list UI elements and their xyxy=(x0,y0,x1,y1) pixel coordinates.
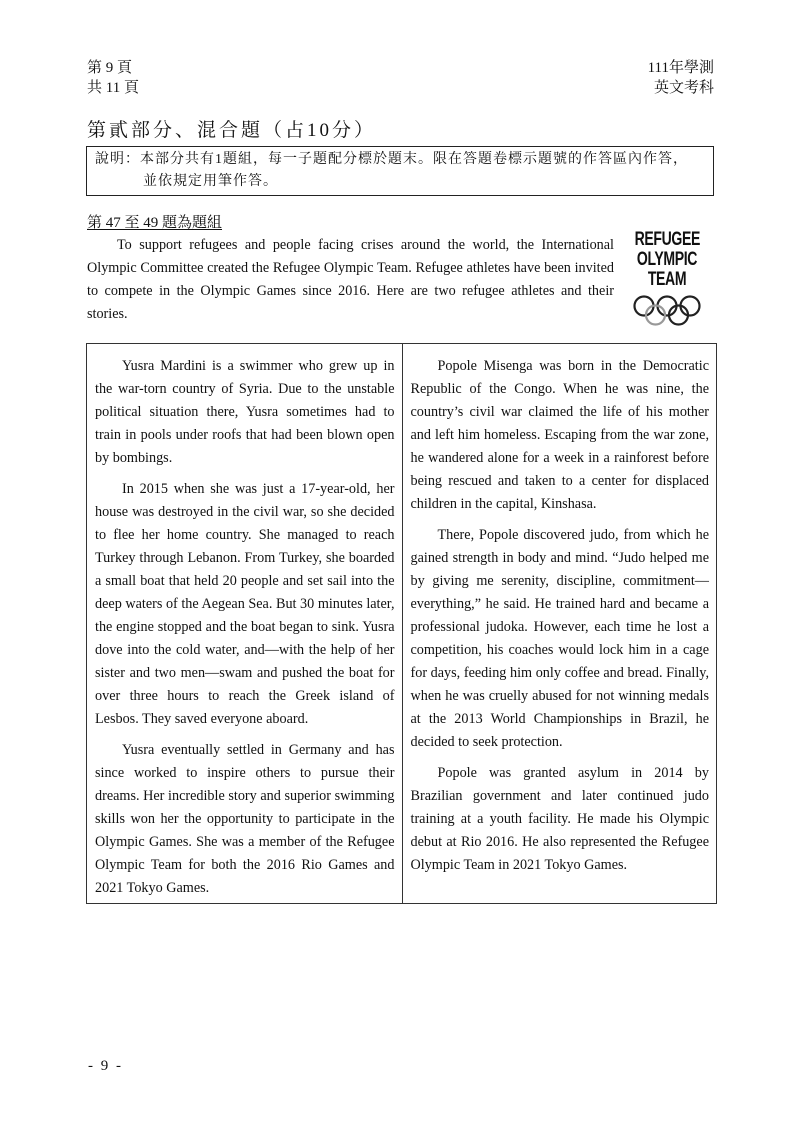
refugee-olympic-team-logo xyxy=(632,229,702,329)
section-title: 第貳部分、混合題（占10分） xyxy=(87,120,377,141)
page-header-right xyxy=(648,58,714,98)
story-paragraph: Yusra eventually settled in Germany and has since worked to inspire others to pursue their dreams. Her incredible story and superior swimming skills won her the opportunity to participate in the Olympic Games. She was a member of the Refugee Olympic Team for both the 2016 Rio Games and 2021 Tokyo Games. xyxy=(95,742,395,896)
story-paragraph: Popole Misenga was born in the Democratic Republic of the Congo. When he was nine, the country’s civil war claimed the life of his mother and left him homeless. Escaping from the war zone, he wandered alone for a week in a rainforest before being rescued and taken to a center for displaced children in the capital, Kinshasa. xyxy=(410,358,709,512)
instructions-box xyxy=(86,146,714,196)
page-header-left xyxy=(87,58,139,98)
story-paragraph: Popole was granted asylum in 2014 by Brazilian government and later continued judo training at a youth facility. He made his Olympic debut at Rio 2016. He also represented the Refugee Olympic Team in 2021 Tokyo Games. xyxy=(410,765,709,873)
story-paragraph: In 2015 when she was just a 17-year-old, her house was destroyed in the civil war, so she decided to flee her home country. She managed to reach Turkey through Lebanon. From Turkey, she boarded a small boat that held 20 people and set sail into the deep waters of the Aegean Sea. But 30 minutes later, the engine stopped and the boat began to sink. Yusra dove into the cold water, and—with the help of her sister and two men—swam and pushed the boat for over three hours to reach the Greek island of Lesbos. They saved everyone aboard. xyxy=(95,481,395,727)
story-popole-misenga xyxy=(402,344,717,903)
story-paragraph: Yusra Mardini is a swimmer who grew up in the war-torn country of Syria. Due to the unstable political situation there, Yusra sometimes had to train in pools under roofs that had been blown open by bombings. xyxy=(95,358,395,466)
exam-name: 111年學測 xyxy=(647,60,714,76)
instructions-line-1: 說明：本部分共有1題組，每一子題配分標於題末。限在答題卷標示題號的作答區內作答， xyxy=(95,152,688,167)
subject-name: 英文考科 xyxy=(653,80,714,96)
story-yusra-mardini xyxy=(87,344,402,903)
page-label: 第 9 頁 xyxy=(87,60,133,76)
intro-paragraph: To support refugees and people facing crises around the world, the International Olympic Committee created the Refugee Olympic Team. Refugee athletes have been invited to compete in the Olympic Games since 2016. Here are two refugee athletes and their stories. xyxy=(87,237,614,322)
page-number: - 9 - xyxy=(88,1058,123,1074)
olympic-rings-icon xyxy=(632,294,702,328)
question-group-title: 第 47 至 49 題為題組 xyxy=(87,215,223,231)
story-paragraph: There, Popole discovered judo, from which he gained strength in body and mind. “Judo helped me by giving me serenity, discipline, commitment—everything,” he said. He trained hard and became a professional judoka. However, each time he lost a competition, his coaches would lock him in a cage for days, feeding him only coffee and bread. Finally, when he was cruelly abused for not winning medals at the 2013 World Championships in Brazil, he decided to seek protection. xyxy=(410,527,709,750)
total-pages-label: 共 11 頁 xyxy=(87,80,139,96)
instructions-line-2: 並依規定用筆作答。 xyxy=(143,174,278,189)
logo-text: REFUGEE OLYMPIC TEAM xyxy=(634,228,700,290)
stories-table xyxy=(86,343,717,904)
